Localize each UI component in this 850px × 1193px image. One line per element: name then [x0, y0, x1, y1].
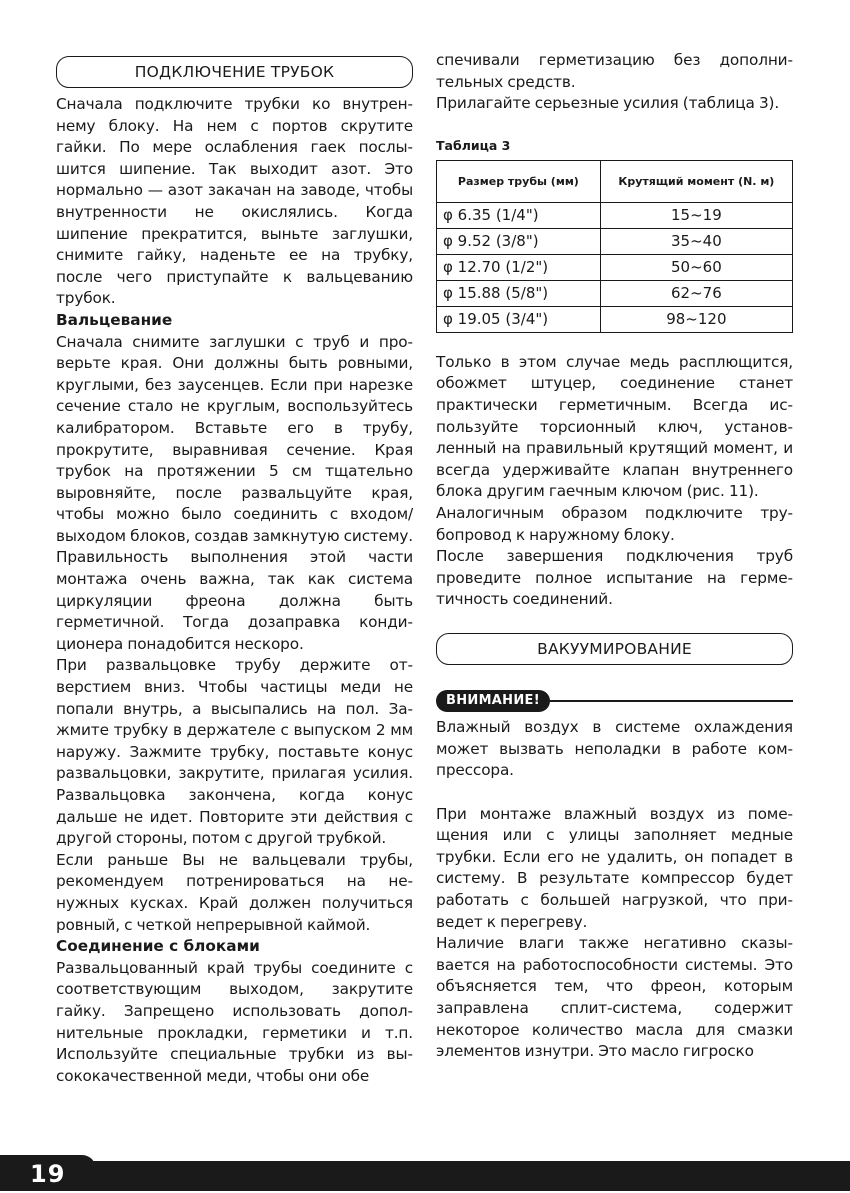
- flaring-paragraph-1: Сначала снимите заглушки с труб и проверьте края. Они должны быть ровными, круглыми, без заусенцев. Если при нарезке сечение стало не круглым, воспользуйтесь калибратором. Вставьте его в трубу, прокрутите, выравнивая сечение. Края трубок на протяжении 5 см тщательно выровняйте, после развальцуйте края, чтобы можно было соединить с входом/выходом блоков, создав замкнутую систему. Правильность выполнения этой части монтажа очень важна, так как система циркуляции фреона должна быть герметичной. Тогда дозаправка кондиционера понадобится нескоро.: [56, 332, 413, 653]
- section-title-vacuum: [436, 633, 793, 665]
- flaring-paragraph-3: Если раньше Вы не вальцевали трубы, рекомендуем потренироваться на ненужных кусках. Край должен получиться ровный, с четкой непрерывной каймой.: [56, 850, 413, 934]
- table-title: Таблица 3: [436, 137, 511, 153]
- vacuum-paragraph-1: При монтаже влажный воздух из помещения или с улицы заполняет медные трубки. Если его не удалить, он попадет в систему. В результате компрессор будет работать с большей нагрузкой, что приведет к перегреву.: [436, 804, 793, 931]
- warning-paragraph: Влажный воздух в системе охлаждения может вызвать неполадки в работе компрессора.: [436, 717, 793, 780]
- cell-torque: 15~19: [600, 202, 792, 228]
- cell-pipe-size: φ 19.05 (3/4"): [437, 306, 601, 332]
- torque-table: [436, 160, 793, 333]
- after-table-paragraph-3: После завершения подключения труб проведите полное испытание на герметичность соединений.: [436, 547, 793, 609]
- warning-badge: ВНИМАНИЕ!: [436, 690, 550, 712]
- after-table-paragraph-2: Аналогичным образом подключите трубопровод к наружному блоку.: [436, 503, 793, 544]
- footer-bar: [0, 1161, 850, 1191]
- table-row: [437, 306, 793, 332]
- cell-torque: 50~60: [600, 254, 792, 280]
- table-row: [437, 280, 793, 306]
- section-title-text: ВАКУУМИРОВАНИЕ: [537, 639, 692, 658]
- connection-heading: Соединение с блоками: [56, 937, 260, 956]
- table-header-row: [437, 160, 793, 202]
- header-torque: Крутящий момент (N. м): [600, 160, 792, 202]
- continued-paragraph: спечивали герметизацию без дополнительных средств.: [436, 51, 793, 91]
- warning-header: [436, 689, 793, 713]
- cell-torque: 35~40: [600, 228, 792, 254]
- flaring-heading: Вальцевание: [56, 310, 173, 329]
- table-row: [437, 228, 793, 254]
- section-title-text: ПОДКЛЮЧЕНИЕ ТРУБОК: [134, 63, 335, 81]
- flaring-paragraph-2: При развальцовке трубу держите отверстием вниз. Чтобы частицы меди не попали внутрь, а высыпались на пол. Зажмите трубку в держателе с выпуском 2 мм наружу. Зажмите трубку, поставьте конус развальцовки, закрутите, прилагая усилия. Развальцовка закончена, когда конус дальше не идет. Повторите эти действия с другой стороны, потом с другой трубкой.: [56, 656, 413, 848]
- torque-note: Прилагайте серьезные усилия (таблица 3).: [436, 94, 780, 113]
- table-row: [437, 254, 793, 280]
- header-pipe-size: Размер трубы (мм): [437, 160, 601, 202]
- page-number-tab: [0, 1155, 96, 1191]
- after-table-paragraph-1: Только в этом случае медь расплющится, обожмет штуцер, соединение станет практически герметичным. Всегда используйте торсионный ключ, установленный на правильный крутящий момент, и всегда удерживайте клапан внутреннего блока другим гаечным ключом (рис. 11).: [436, 352, 793, 501]
- section-title-pipe-connection: [56, 56, 413, 88]
- cell-pipe-size: φ 6.35 (1/4"): [437, 202, 601, 228]
- cell-pipe-size: φ 9.52 (3/8"): [437, 228, 601, 254]
- cell-pipe-size: φ 15.88 (5/8"): [437, 280, 601, 306]
- left-column: [56, 56, 413, 1087]
- cell-pipe-size: φ 12.70 (1/2"): [437, 254, 601, 280]
- connection-paragraph: Развальцованный край трубы соедините с соответствующим выходом, закрутите гайку. Запрещено использовать дополнительные прокладки, герметики и т.п. Используйте специальные трубки из высококачественной меди, чтобы они обе: [56, 958, 413, 1085]
- warning-rule: [550, 700, 793, 702]
- cell-torque: 62~76: [600, 280, 792, 306]
- table-row: [437, 202, 793, 228]
- intro-paragraph: Сначала подключите трубки ко внутреннему блоку. На нем с портов скрутите гайки. По мере ослабления гаек послышится шипение. Так выходит азот. Это нормально — азот закачан на заводе, чтобы внутренности не окислялись. Когда шипение прекратится, выньте заглушки, снимите гайку, наденьте ее на трубку, после чего приступайте к вальцеванию трубок.: [56, 95, 413, 308]
- page-number: 19: [30, 1160, 66, 1188]
- cell-torque: 98~120: [600, 306, 792, 332]
- right-column: [436, 50, 793, 1063]
- vacuum-paragraph-2: Наличие влаги также негативно сказывается на работоспособности системы. Это объясняется тем, что фреон, которым заправлена сплит-система, содержит некоторое количество масла для смазки элементов изнутри. Это масло гигроско: [436, 934, 793, 1061]
